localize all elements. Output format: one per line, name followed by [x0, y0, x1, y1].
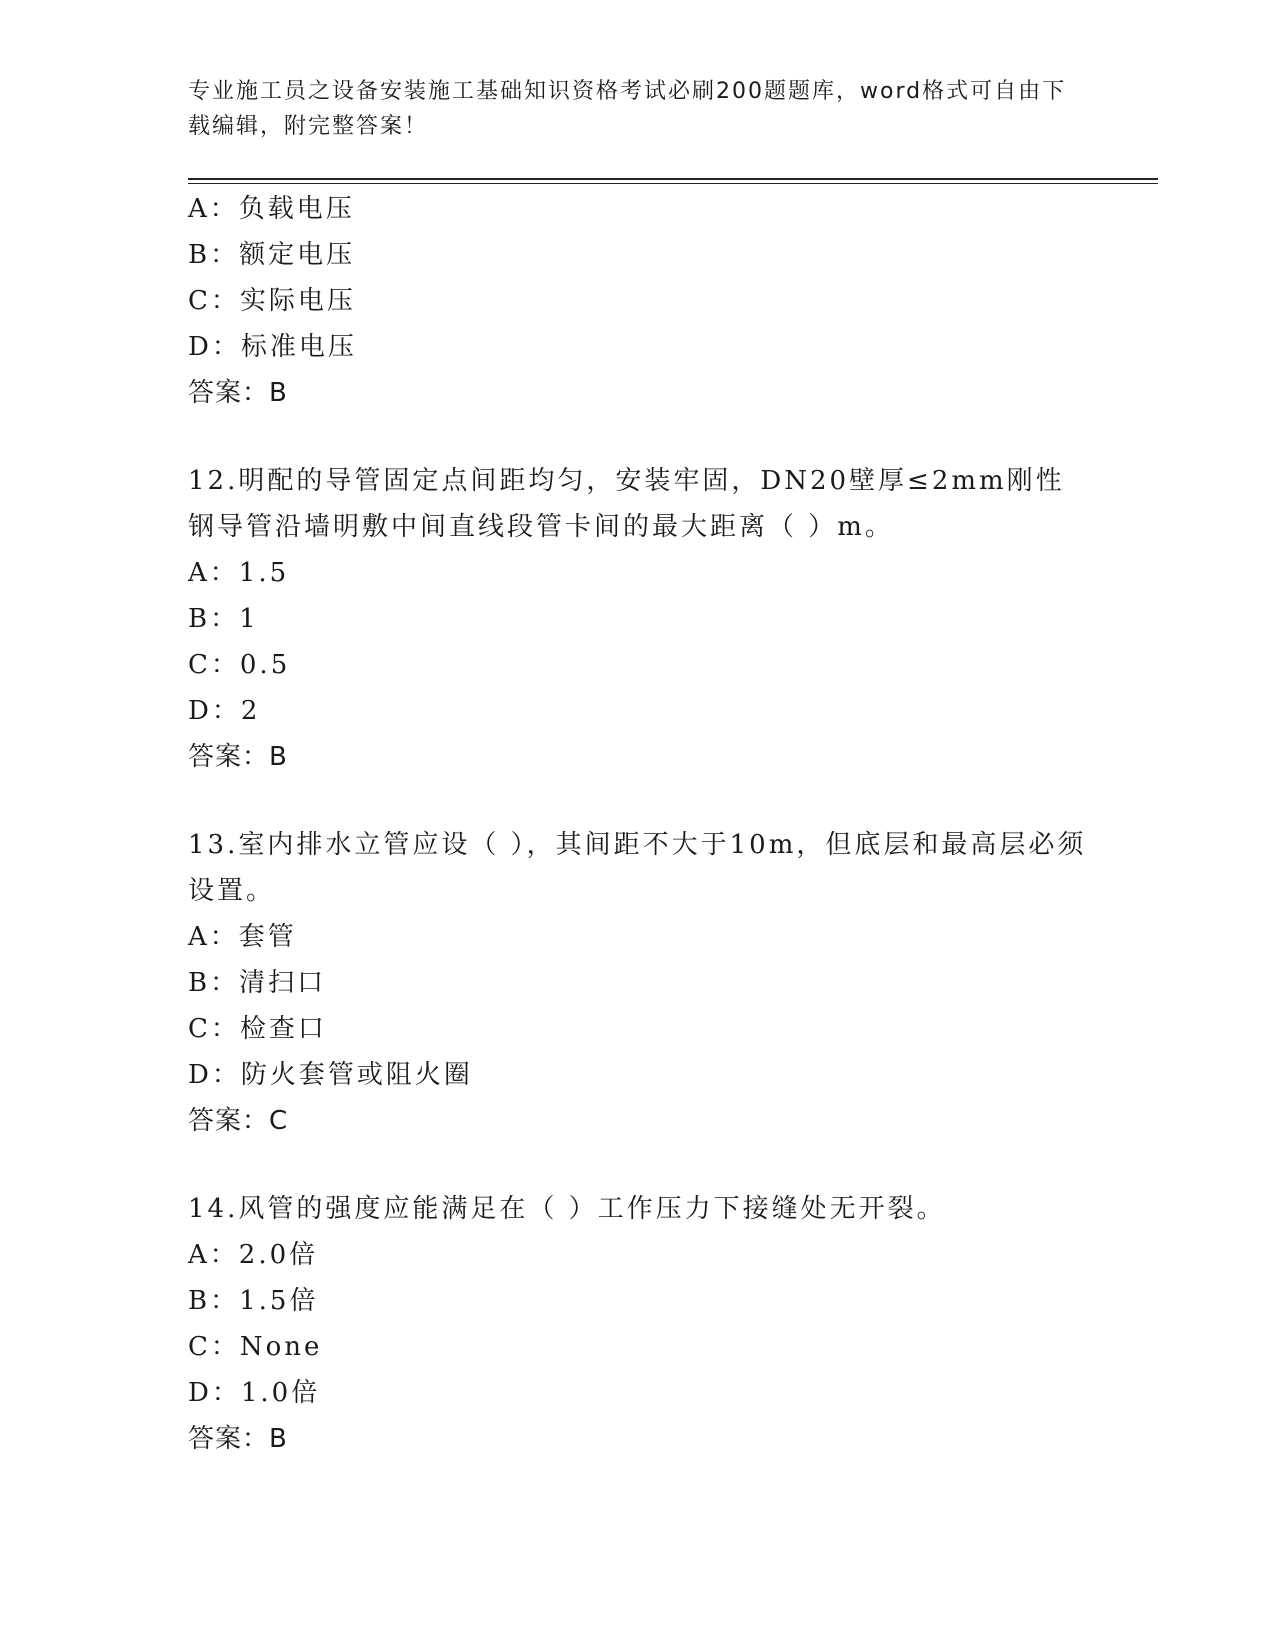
option-b: B：额定电压 [188, 240, 356, 270]
header-divider-thick [188, 178, 1158, 180]
answer-line: 答案：B [188, 1424, 288, 1454]
header-divider-thin [188, 183, 1158, 184]
question-13 [188, 822, 1088, 1144]
partial-question [188, 186, 1088, 416]
option-d: D：1.0倍 [188, 1378, 321, 1408]
question-12 [188, 458, 1088, 780]
option-b: B：清扫口 [188, 968, 327, 998]
option-b: B：1.5倍 [188, 1286, 319, 1316]
answer-line: 答案：B [188, 378, 288, 408]
option-d: D：标准电压 [188, 332, 357, 362]
option-c: C：0.5 [188, 650, 291, 680]
option-d: D：2 [188, 696, 261, 726]
question-stem: 13.室内排水立管应设（ ），其间距不大于10m，但底层和最高层必须设置。 [188, 830, 1087, 906]
question-stem: 12.明配的导管固定点间距均匀，安装牢固，DN20壁厚≤2mm刚性钢导管沿墙明敷中间直线段管卡间的最大距离（ ）m。 [188, 466, 1065, 542]
question-stem: 14.风管的强度应能满足在（ ）工作压力下接缝处无开裂。 [188, 1194, 946, 1224]
answer-line: 答案：C [188, 1106, 289, 1136]
document-title: 专业施工员之设备安装施工基础知识资格考试必刷200题题库，word格式可自由下载编辑，附完整答案！ [188, 79, 1067, 139]
option-b: B：1 [188, 604, 259, 634]
option-c: C：检查口 [188, 1014, 327, 1044]
option-c: C：实际电压 [188, 286, 356, 316]
option-a: A：2.0倍 [188, 1240, 319, 1270]
answer-line: 答案：B [188, 742, 288, 772]
document-body [188, 186, 1088, 1462]
option-a: A：1.5 [188, 558, 290, 588]
question-14 [188, 1186, 1088, 1462]
option-c: C：None [188, 1332, 323, 1362]
option-a: A：套管 [188, 922, 297, 952]
option-d: D：防火套管或阻火圈 [188, 1060, 473, 1090]
option-a: A：负载电压 [188, 194, 355, 224]
